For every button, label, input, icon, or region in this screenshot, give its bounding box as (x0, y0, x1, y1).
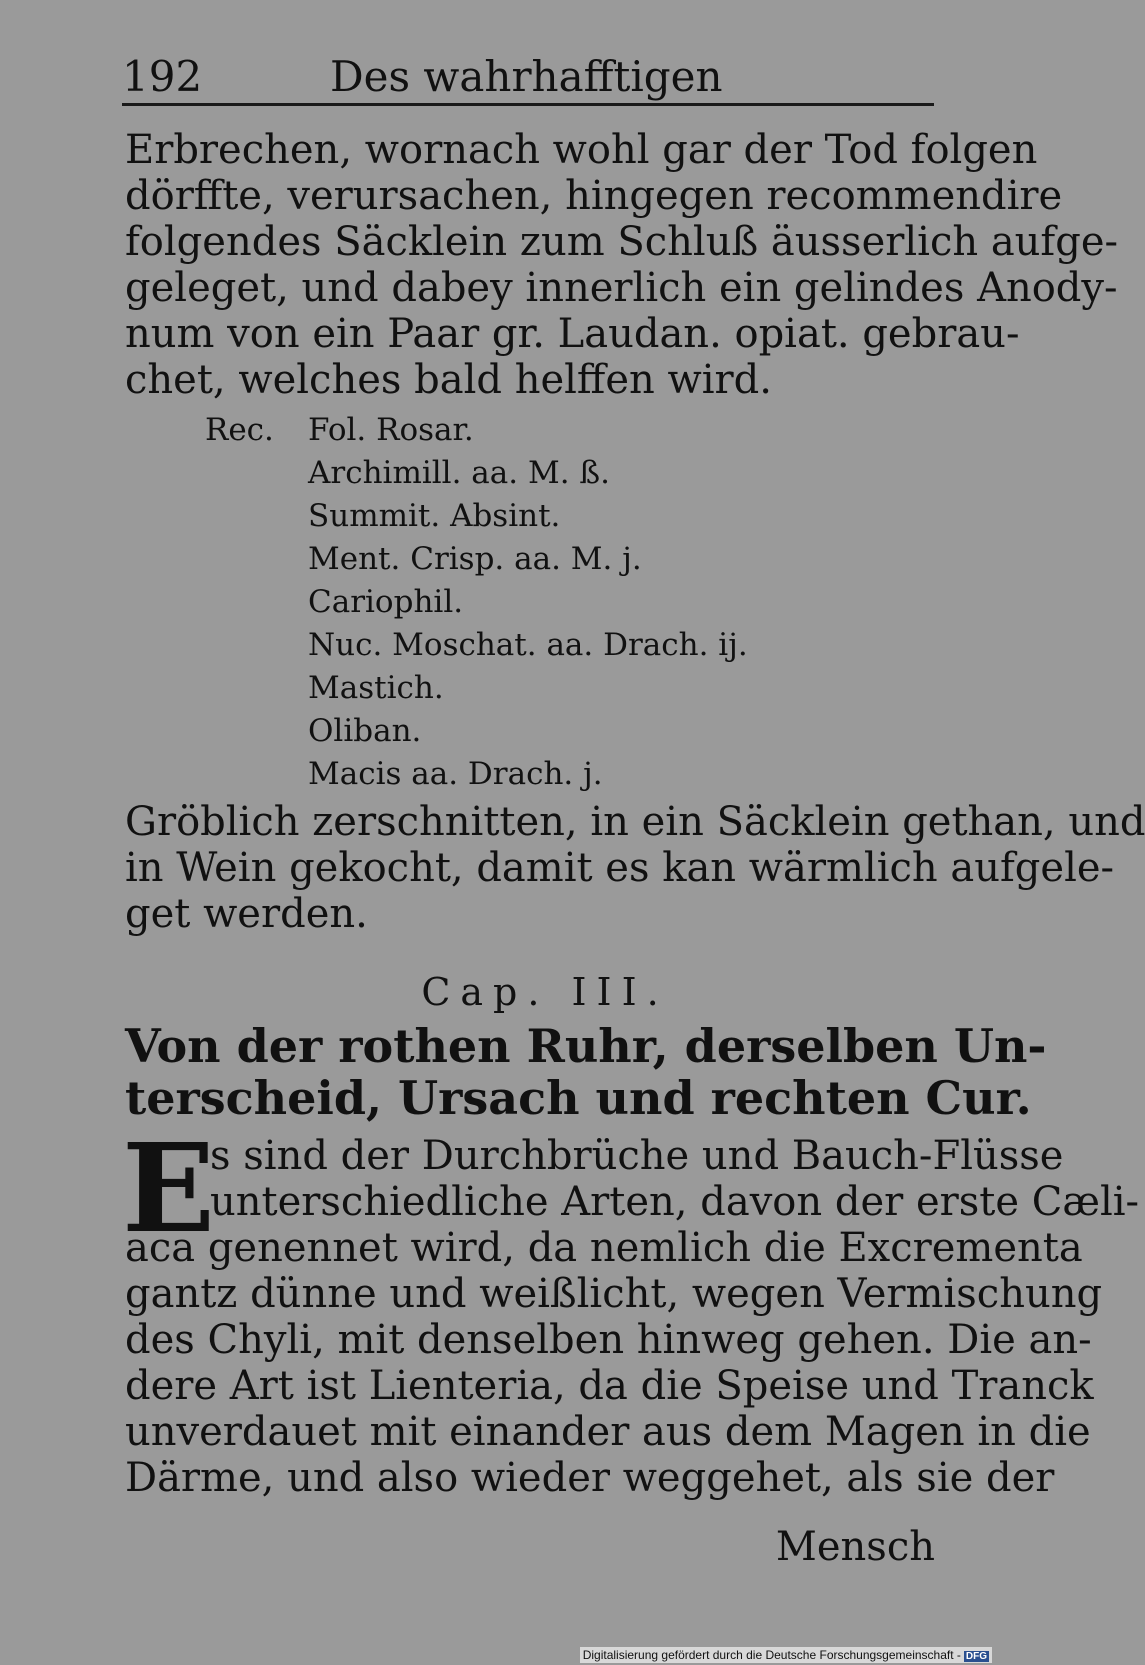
footer-credit-text: Digitalisierung gefördert durch die Deutsche Forschungsgemeinschaft - (582, 1648, 961, 1662)
recipe-item: Fol. Rosar. (308, 412, 474, 448)
catchword: Mensch (775, 1524, 935, 1570)
text-line: gantz dünne und weißlicht, wegen Vermischung (125, 1271, 1103, 1317)
text-line: folgendes Säcklein zum Schluß äusserlich aufge- (125, 219, 1119, 265)
recipe-item: Ment. Crisp. aa. M. j. (308, 541, 642, 577)
recipe-item: Summit. Absint. (308, 498, 561, 534)
text-line: num von ein Paar gr. Laudan. opiat. gebrau- (125, 311, 1020, 357)
recipe-item: Cariophil. (308, 584, 464, 620)
text-line: Gröblich zerschnitten, in ein Säcklein gethan, und (125, 799, 1145, 845)
recipe-item: Oliban. (308, 713, 422, 749)
text-line: dörffte, verursachen, hingegen recommendire (125, 173, 1063, 219)
header-rule (122, 103, 934, 106)
text-line: get werden. (125, 891, 368, 937)
text-line: dere Art ist Lienteria, da die Speise und Tranck (125, 1363, 1094, 1409)
chapter-title-line: Von der rothen Ruhr, derselben Un- (125, 1019, 1047, 1073)
recipe-label: Rec. (205, 412, 274, 448)
recipe-item: Macis aa. Drach. j. (308, 756, 603, 792)
running-title: Des wahrhafftigen (330, 52, 723, 101)
text-line: Därme, und also wieder weggehet, als sie der (125, 1455, 1055, 1501)
text-line: geleget, und dabey innerlich ein gelindes Anody- (125, 265, 1118, 311)
recipe-item: Archimill. aa. M. ß. (308, 455, 610, 491)
text-line: unverdauet mit einander aus dem Magen in die (125, 1409, 1091, 1455)
text-line: des Chyli, mit denselben hinweg gehen. Die an- (125, 1317, 1092, 1363)
text-line: Erbrechen, wornach wohl gar der Tod folgen (125, 127, 1038, 173)
text-line: unterschiedliche Arten, davon der erste Cæli- (210, 1179, 1140, 1225)
text-line: in Wein gekocht, damit es kan wärmlich aufgele- (125, 845, 1115, 891)
recipe-item: Mastich. (308, 670, 444, 706)
recipe-item: Nuc. Moschat. aa. Drach. ij. (308, 627, 748, 663)
text-line: chet, welches bald helffen wird. (125, 357, 772, 403)
page-number: 192 (122, 52, 203, 101)
drop-cap: E (122, 1116, 215, 1260)
text-line: s sind der Durchbrüche und Bauch-Flüsse (210, 1133, 1064, 1179)
footer-credit (580, 1647, 992, 1663)
chapter-heading: Cap. III. (421, 970, 669, 1014)
text-line: aca genennet wird, da nemlich die Excrementa (125, 1225, 1083, 1271)
chapter-title-line: terscheid, Ursach und rechten Cur. (125, 1071, 1032, 1125)
dfg-logo-icon: DFG (965, 1651, 987, 1662)
